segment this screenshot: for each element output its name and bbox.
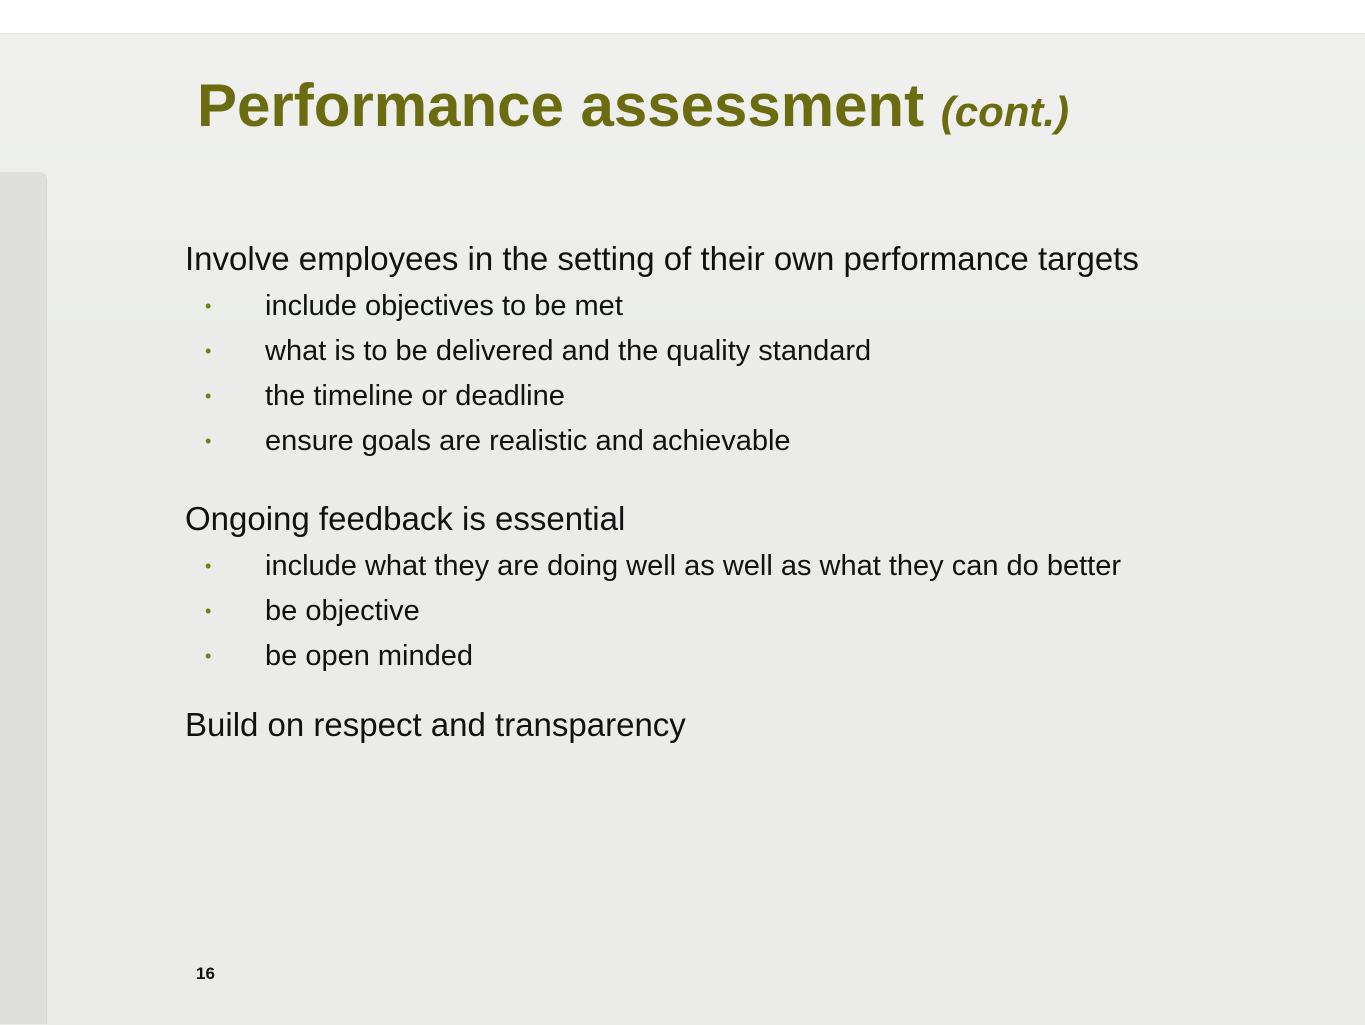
list-item-text: include what they are doing well as well as what they can do better: [265, 550, 1121, 582]
section-heading-feedback: Ongoing feedback is essential: [185, 500, 626, 537]
slide-title-main: Performance assessment: [197, 72, 925, 139]
list-item-text: include objectives to be met: [265, 290, 623, 322]
slide-title-suffix: (cont.): [940, 88, 1070, 135]
list-item-text: what is to be delivered and the quality standard: [265, 335, 872, 367]
bullet-icon: •: [205, 601, 212, 621]
bullet-icon: •: [205, 556, 212, 576]
bullet-icon: •: [205, 431, 212, 451]
list-item-text: be open minded: [265, 640, 473, 672]
list-item-text: be objective: [265, 595, 420, 627]
bullet-icon: •: [205, 296, 212, 316]
bullet-icon: •: [205, 386, 212, 406]
list-item-text: ensure goals are realistic and achievable: [265, 425, 791, 457]
bullet-icon: •: [205, 646, 212, 666]
bullet-icon: •: [205, 341, 212, 361]
list-item-text: the timeline or deadline: [265, 380, 565, 412]
section-heading-respect: Build on respect and transparency: [185, 706, 686, 743]
section-heading-targets: Involve employees in the setting of their own performance targets: [185, 240, 1139, 277]
slide-title: [197, 70, 1069, 148]
page-number: 16: [196, 964, 215, 983]
slide-side-bar: [0, 172, 47, 1024]
